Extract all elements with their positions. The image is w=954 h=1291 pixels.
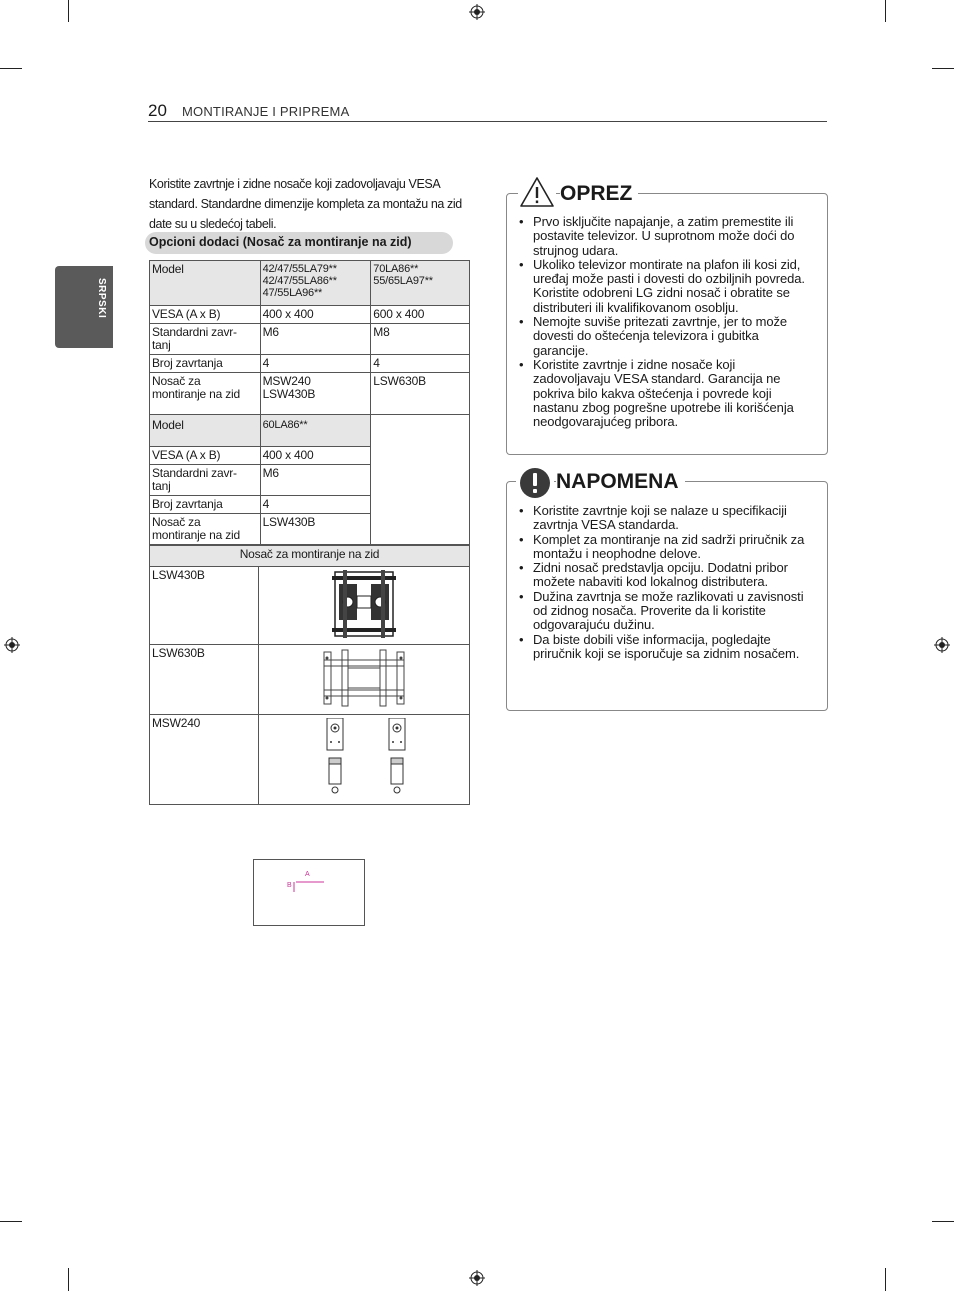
table-row (150, 546, 470, 567)
spec-label: Nosač za montiranje na zid (150, 514, 261, 545)
table-row (150, 715, 470, 805)
note-title: NAPOMENA (556, 470, 685, 494)
crop-mark (885, 1268, 886, 1291)
spec-value: 42/47/55LA79** 42/47/55LA86** 47/55LA96** (260, 261, 371, 306)
crop-mark (68, 0, 69, 22)
vesa-dimension-icon (254, 860, 364, 925)
wall-mount-header: Nosač za montiranje na zid (150, 546, 470, 567)
crop-mark (0, 1221, 22, 1222)
table-row (150, 645, 470, 715)
table-row (150, 306, 470, 324)
table-row (150, 324, 470, 355)
spec-value: M8 (371, 324, 470, 355)
note-list (519, 504, 815, 661)
list-item: • Koristite zavrtnje koji se nalaze u specifikaciji zavrtnja VESA standarda. (519, 504, 815, 533)
table-row (150, 261, 470, 306)
spec-value: M6 (260, 465, 371, 496)
list-item: • Nemojte suviše pritezati zavrtnje, jer to može dovesti do oštećenja televizora i gubitka garancije. (519, 315, 815, 358)
spec-value: M6 (260, 324, 371, 355)
caution-list (519, 215, 815, 429)
list-item: • Komplet za montiranje na zid sadrži priručnik za montažu i neophodne delove. (519, 533, 815, 562)
lsw430b-bracket-icon (331, 570, 397, 638)
exclamation-circle-icon (516, 465, 554, 501)
vesa-label-b: B (287, 882, 292, 889)
list-item: • Zidni nosač predstavlja opciju. Dodatni pribor možete nabaviti kod lokalnog distributera. (519, 561, 815, 590)
table-row (150, 567, 470, 645)
spec-label: Nosač za montiranje na zid (150, 373, 261, 415)
accessories-label-text: Opcioni dodaci (Nosač za montiranje na zid) (149, 235, 412, 249)
crop-mark (932, 1221, 954, 1222)
accessories-label (145, 232, 453, 254)
spec-value: 4 (371, 355, 470, 373)
msw240-bracket-icon (259, 718, 469, 798)
spec-value: 60LA86** (260, 415, 371, 447)
spec-value: 4 (260, 355, 371, 373)
registration-mark-icon (469, 1270, 485, 1286)
spec-value: 400 x 400 (260, 306, 371, 324)
header-divider (148, 121, 827, 122)
list-item: • Koristite zavrtnje i zidne nosače koji zadovoljavaju VESA standard. Garancija ne pokriva bilo kakva oštećenja i povrede koji nastanu zbog pogrešne upotrebe ili korišćenja neodgovarajućeg pribora. (519, 358, 815, 429)
section-title: MONTIRANJE I PRIPREMA (182, 104, 350, 119)
list-item: • Prvo isključite napajanje, a zatim premestite ili postavite televizor. U suprotnom može doći do strujnog udara. (519, 215, 815, 258)
spec-label: Model (150, 261, 261, 306)
spec-label: Standardni zavr- tanj (150, 324, 261, 355)
crop-mark (885, 0, 886, 22)
caution-title: OPREZ (560, 182, 638, 206)
spec-value: MSW240 LSW430B (260, 373, 371, 415)
crop-mark (932, 68, 954, 69)
spec-label: Model (150, 415, 261, 447)
spec-value: 600 x 400 (371, 306, 470, 324)
mount-name: LSW430B (150, 567, 259, 645)
registration-mark-icon (469, 4, 485, 20)
mount-image-cell (259, 715, 470, 805)
mount-name: LSW630B (150, 645, 259, 715)
spec-value: 400 x 400 (260, 447, 371, 465)
mount-image-cell (259, 645, 470, 715)
intro-text: Koristite zavrtnje i zidne nosače koji zadovoljavaju VESA standard. Standardne dimenzije kompleta za montažu na zid date su u sledećoj tabeli. (149, 177, 462, 231)
mount-image-cell (259, 567, 470, 645)
table-row (150, 415, 470, 447)
vesa-label-a: A (305, 871, 310, 878)
list-item: • Ukoliko televizor montirate na plafon ili kosi zid, uređaj može pasti i dovesti do ozbiljnih povreda. Koristite odobreni LG zidni nosač i obratite se distributeri ili kvalifikovanom osoblju. (519, 258, 815, 315)
crop-mark (0, 68, 22, 69)
registration-mark-icon (4, 637, 20, 653)
list-item: • Da biste dobili više informacija, pogledajte priručnik koji se isporučuje sa zidnim nosačem. (519, 633, 815, 662)
empty-cell (371, 415, 470, 545)
table-row (150, 355, 470, 373)
spec-table (149, 260, 470, 545)
spec-value: LSW630B (371, 373, 470, 415)
spec-label: Broj zavrtanja (150, 355, 261, 373)
spec-label: Standardni zavr- tanj (150, 465, 261, 496)
spec-label: Broj zavrtanja (150, 496, 261, 514)
mount-name: MSW240 (150, 715, 259, 805)
spec-value: 4 (260, 496, 371, 514)
table-row (150, 373, 470, 415)
vesa-diagram (253, 859, 365, 926)
language-tab (55, 266, 113, 348)
language-tab-label: SRPSKI (96, 278, 107, 319)
spec-value: 70LA86** 55/65LA97** (371, 261, 470, 306)
spec-label: VESA (A x B) (150, 306, 261, 324)
warning-triangle-icon (518, 175, 556, 209)
spec-label: VESA (A x B) (150, 447, 261, 465)
wall-mount-table (149, 545, 470, 805)
page-number: 20 (148, 101, 167, 120)
list-item-extra: Koristite odobreni LG zidni nosač i obratite se distributeri ili kvalifikovanom osoblju. (533, 285, 790, 315)
list-item: • Dužina zavrtnja se može razlikovati u zavisnosti od zidnog nosača. Proverite da li koristite odgovarajuću dužinu. (519, 590, 815, 633)
registration-mark-icon (934, 637, 950, 653)
lsw630b-bracket-icon (322, 648, 406, 708)
crop-mark (68, 1268, 69, 1291)
spec-value: LSW430B (260, 514, 371, 545)
